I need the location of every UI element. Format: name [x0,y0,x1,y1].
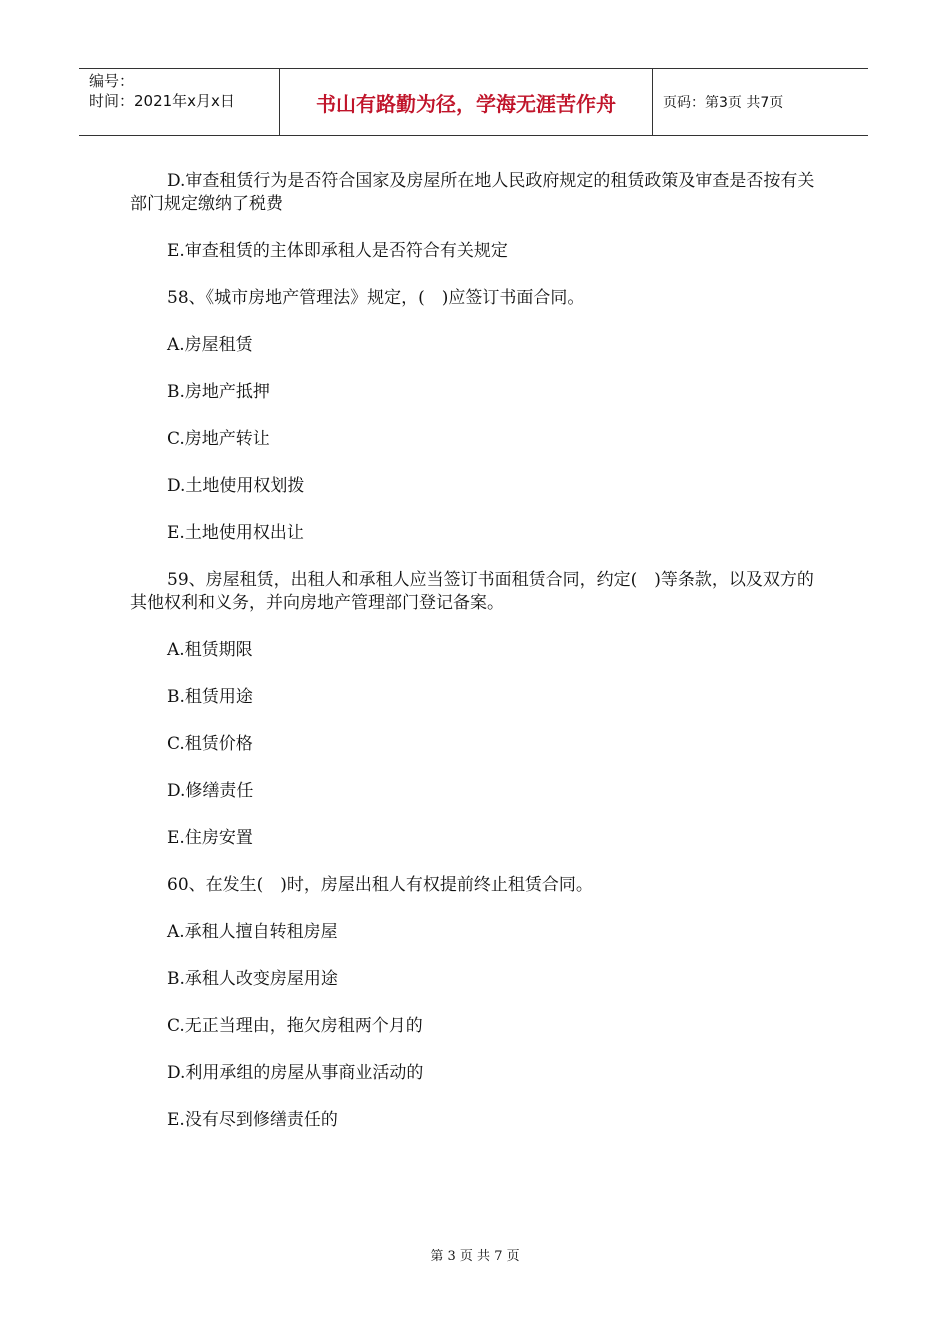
option: A.承租人擅自转租房屋 [167,922,338,942]
doc-number-label: 编号： [89,72,135,90]
document-body [130,170,830,1156]
paragraph: E.审查租赁的主体即承租人是否符合有关规定 [167,241,508,261]
doc-time-label: 时间：2021年x月x日 [89,92,235,110]
header-meta [79,69,280,135]
question-60: 60、在发生( )时，房屋出租人有权提前终止租赁合同。 [167,875,593,895]
option: E.没有尽到修缮责任的 [167,1110,338,1130]
option: D.修缮责任 [167,781,254,801]
option: E.住房安置 [167,828,253,848]
page-header [79,68,868,136]
paragraph: D.审查租赁行为是否符合国家及房屋所在地人民政府规定的租赁政策及审查是否按有关部门规定缴纳了税费 [130,171,815,214]
option: C.租赁价格 [167,734,253,754]
option: D.土地使用权划拨 [167,476,305,496]
header-slogan: 书山有路勤为径，学海无涯苦作舟 [280,69,653,135]
question-59: 59、房屋租赁，出租人和承租人应当签订书面租赁合同，约定( )等条款，以及双方的其他权利和义务，并向房地产管理部门登记备案。 [130,570,814,613]
option: C.房地产转让 [167,429,270,449]
option: B.房地产抵押 [167,382,270,402]
option: C.无正当理由，拖欠房租两个月的 [167,1016,423,1036]
option: E.土地使用权出让 [167,523,304,543]
question-58: 58、《城市房地产管理法》规定，( )应签订书面合同。 [167,288,585,308]
option: B.租赁用途 [167,687,253,707]
option: A.房屋租赁 [167,335,253,355]
option: B.承租人改变房屋用途 [167,969,338,989]
option: A.租赁期限 [167,640,253,660]
page-footer: 第 3 页 共 7 页 [430,1249,520,1264]
option: D.利用承组的房屋从事商业活动的 [167,1063,424,1083]
header-page-info: 页码：第3页 共7页 [663,95,784,111]
